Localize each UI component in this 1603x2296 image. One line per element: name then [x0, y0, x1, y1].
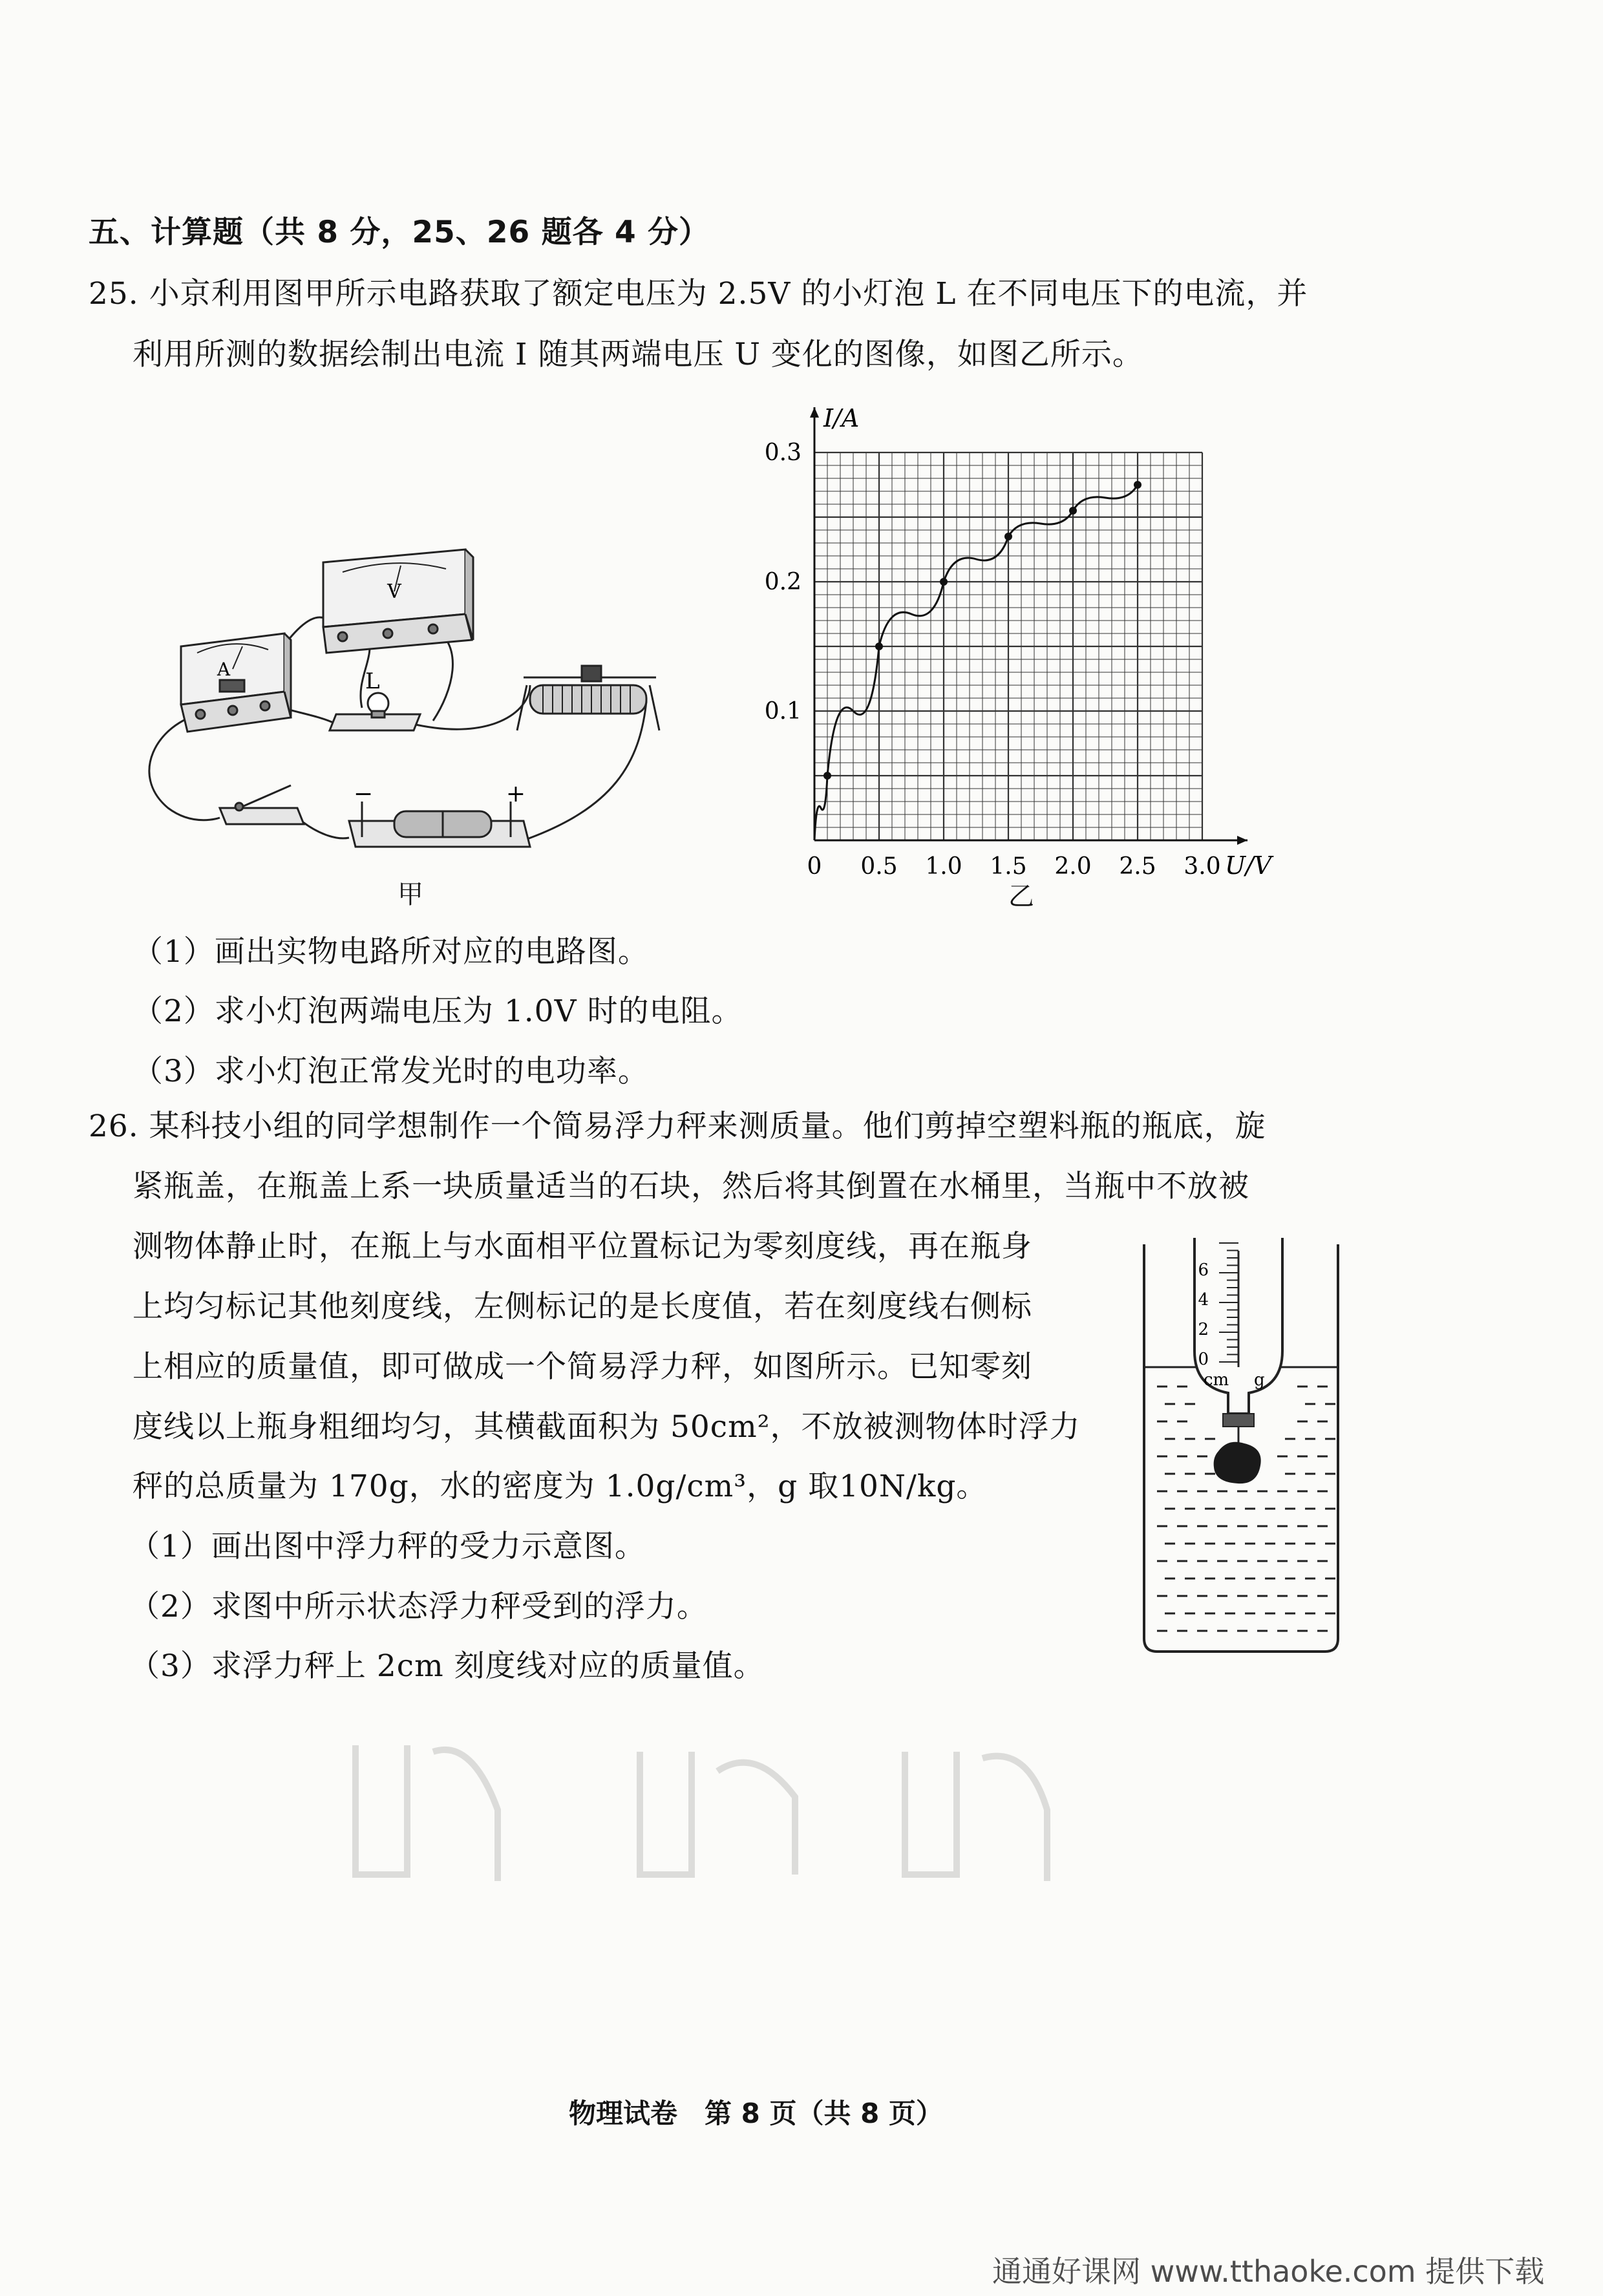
wire: [524, 701, 646, 840]
buoyancy-scale-figure: [1138, 1238, 1344, 1658]
q26-sub1: （1）画出图中浮力秤的受力示意图。: [129, 1529, 646, 1564]
rheostat: [517, 666, 659, 730]
wire: [297, 818, 349, 838]
q26-text-line5: 上相应的质量值，即可做成一个简易浮力秤，如图所示。已知零刻: [133, 1349, 1032, 1385]
switch: [220, 785, 304, 824]
q26-sub3: （3）求浮力秤上 2cm 刻度线对应的质量值。: [129, 1648, 765, 1684]
x-tick-label: 0.5: [860, 853, 898, 880]
chart-axes: [810, 407, 1247, 845]
q26-text-line3: 测物体静止时，在瓶上与水面相平位置标记为零刻度线，再在瓶身: [133, 1229, 1032, 1264]
lamp: [330, 693, 420, 730]
q26-sub2: （2）求图中所示状态浮力秤受到的浮力。: [129, 1589, 708, 1624]
battery-plus-label: +: [505, 781, 526, 807]
battery-box: [349, 802, 530, 847]
wire: [407, 685, 530, 729]
scale-label-0: 0: [1198, 1350, 1209, 1369]
q26-text-line1: 26. 某科技小组的同学想制作一个简易浮力秤来测质量。他们剪掉空塑料瓶的瓶底，旋: [89, 1109, 1266, 1144]
ammeter: [181, 633, 291, 732]
data-point: [1134, 481, 1141, 489]
q26-text-line4: 上均匀标记其他刻度线，左侧标记的是长度值，若在刻度线右侧标: [133, 1289, 1032, 1324]
q25-text-line1: 25. 小京利用图甲所示电路获取了额定电压为 2.5V 的小灯泡 L 在不同电压下的电流，并: [89, 276, 1308, 312]
data-point: [1069, 507, 1077, 515]
battery-minus-label: −: [353, 781, 374, 807]
x-tick-label: 0: [807, 853, 822, 880]
data-point: [875, 643, 883, 650]
iu-chart: [743, 394, 1293, 898]
circuit-figure: [129, 530, 698, 892]
x-tick-label: 1.5: [990, 853, 1027, 880]
y-tick-label: 0.3: [764, 440, 802, 466]
lamp-label: L: [365, 668, 380, 694]
data-point: [940, 578, 948, 586]
scale-label-4: 4: [1198, 1290, 1209, 1310]
q25-sub1: （1）画出实物电路所对应的电路图。: [133, 934, 649, 970]
show-through-ghost: [304, 1732, 1144, 1900]
chart-grid: [814, 452, 1202, 840]
stone: [1214, 1442, 1261, 1483]
scale-label-6: 6: [1198, 1260, 1209, 1280]
scale-label-2: 2: [1198, 1320, 1209, 1339]
x-axis-label: U/V: [1225, 851, 1272, 880]
q26-text-line6: 度线以上瓶身粗细均匀，其横截面积为 50cm²，不放被测物体时浮力: [133, 1409, 1081, 1445]
bottle-cap: [1223, 1414, 1254, 1427]
voltmeter-label: V: [387, 580, 401, 603]
series-curve: [814, 485, 1138, 840]
section-heading: 五、计算题（共 8 分，25、26 题各 4 分）: [89, 215, 710, 250]
q26-text-line7: 秤的总质量为 170g，水的密度为 1.0g/cm³，g 取10N/kg。: [133, 1469, 988, 1504]
figure-a-caption: 甲: [398, 880, 423, 909]
x-tick-label: 2.0: [1054, 853, 1092, 880]
ammeter-label: A: [217, 659, 231, 680]
q26-text-line2: 紧瓶盖，在瓶盖上系一块质量适当的石块，然后将其倒置在水桶里，当瓶中不放被: [133, 1169, 1249, 1204]
q25-sub3: （3）求小灯泡正常发光时的电功率。: [133, 1054, 649, 1089]
q25-text-line2: 利用所测的数据绘制出电流 I 随其两端电压 U 变化的图像，如图乙所示。: [133, 337, 1143, 372]
x-tick-label: 1.0: [925, 853, 962, 880]
data-point: [823, 772, 831, 780]
figure-b-caption: 乙: [1008, 882, 1034, 911]
unit-cm-label: cm: [1204, 1370, 1229, 1390]
x-axis-arrow: [1237, 836, 1247, 845]
y-axis-label: I/A: [823, 404, 860, 432]
data-point: [1004, 533, 1012, 540]
x-tick-label: 3.0: [1184, 853, 1221, 880]
x-tick-label: 2.5: [1119, 853, 1156, 880]
y-tick-label: 0.1: [764, 698, 802, 725]
q25-sub2: （2）求小灯泡两端电压为 1.0V 时的电阻。: [133, 994, 743, 1029]
site-watermark: 通通好课网 www.tthaoke.com 提供下载: [992, 2254, 1545, 2289]
y-axis-arrow: [810, 407, 819, 418]
page-footer: 物理试卷 第 8 页（共 8 页）: [569, 2098, 943, 2129]
unit-g-label: g: [1254, 1370, 1265, 1390]
y-tick-label: 0.2: [764, 569, 802, 595]
